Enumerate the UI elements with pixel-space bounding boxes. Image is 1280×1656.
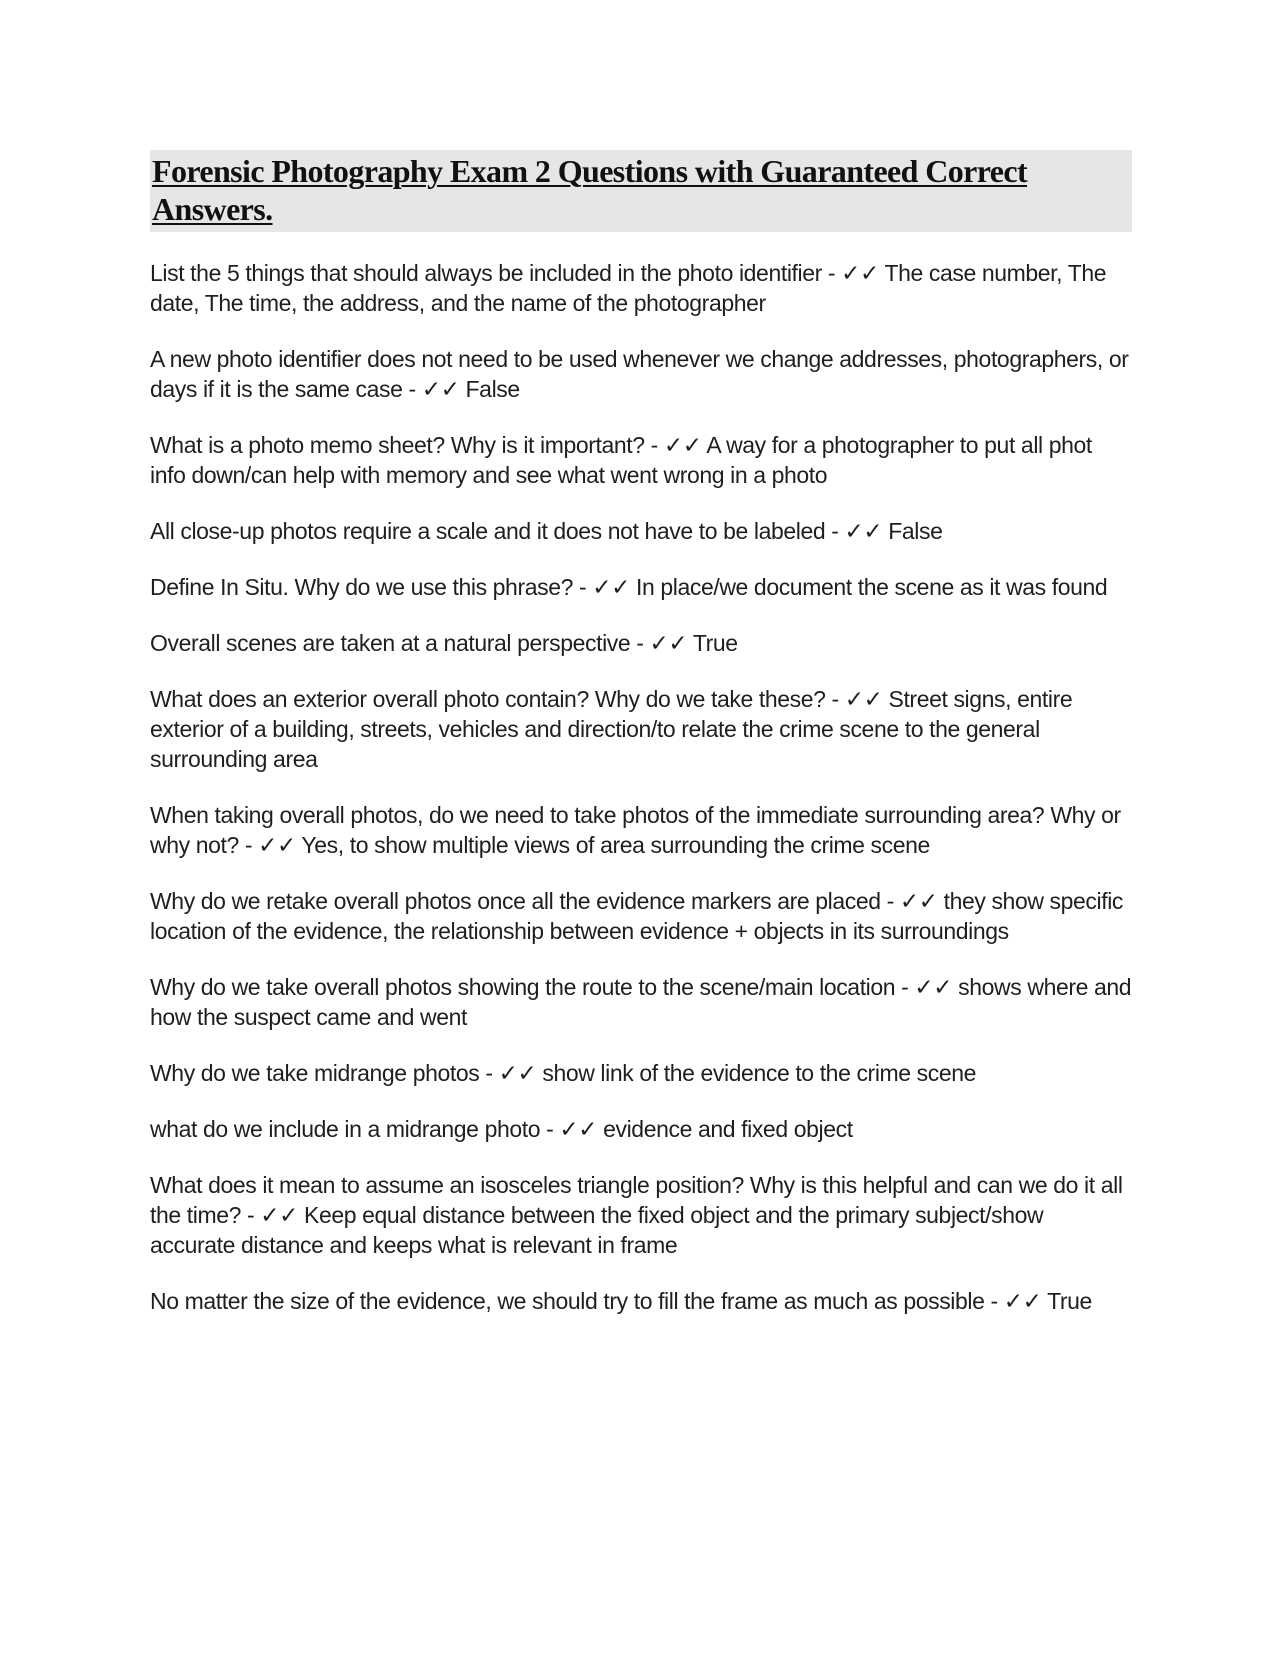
question-text: List the 5 things that should always be included in the photo identifier — [150, 260, 822, 286]
answer-text: False — [888, 518, 943, 544]
qa-item — [150, 430, 1132, 490]
answer-separator: - ✓✓ — [895, 974, 959, 1000]
answer-text: Yes, to show multiple views of area surrounding the crime scene — [301, 832, 930, 858]
qa-item — [150, 800, 1132, 860]
answer-text: evidence and fixed object — [603, 1116, 853, 1142]
answer-text: A way for a photographer to put all phot info down/can help with memory and see what went wrong in a photo — [150, 432, 1092, 488]
answer-separator: - ✓✓ — [630, 630, 693, 656]
answer-text: Street signs, entire exterior of a building, streets, vehicles and direction/to relate the crime scene to the general surrounding area — [150, 686, 1073, 772]
answer-separator: - ✓✓ — [644, 432, 707, 458]
answer-text: Keep equal distance between the fixed object and the primary subject/show accurate distance and keeps what is relevant in frame — [150, 1202, 1044, 1258]
answer-separator: - ✓✓ — [540, 1116, 604, 1142]
qa-item — [150, 572, 1132, 602]
answer-separator: - ✓✓ — [825, 518, 889, 544]
qa-item — [150, 1170, 1132, 1260]
qa-item — [150, 628, 1132, 658]
title-banner — [150, 150, 1132, 232]
question-text: All close-up photos require a scale and it does not have to be labeled — [150, 518, 826, 544]
answer-text: In place/we document the scene as it was found — [635, 574, 1108, 600]
question-text: Why do we take midrange photos — [150, 1060, 480, 1086]
question-text: Why do we take overall photos showing the route to the scene/main location — [150, 974, 896, 1000]
answer-separator: - ✓✓ — [238, 832, 302, 858]
answer-text: True — [692, 630, 738, 656]
qa-item — [150, 972, 1132, 1032]
answer-separator: - ✓✓ — [402, 376, 466, 402]
answer-separator: - ✓✓ — [880, 888, 944, 914]
answer-text: The case number, The date, The time, the address, and the name of the photographer — [150, 260, 1107, 316]
answer-separator: - ✓✓ — [825, 686, 889, 712]
qa-item — [150, 516, 1132, 546]
question-text: What does an exterior overall photo contain? Why do we take these? — [150, 686, 826, 712]
qa-item — [150, 258, 1132, 318]
qa-item — [150, 886, 1132, 946]
question-text: When taking overall photos, do we need to take photos of the immediate surrounding area? Why or why not? — [150, 802, 1121, 858]
answer-separator: - ✓✓ — [241, 1202, 304, 1228]
qa-item — [150, 1058, 1132, 1088]
answer-text: shows where and how the suspect came and went — [150, 974, 1132, 1030]
answer-text: True — [1047, 1288, 1092, 1314]
qa-item — [150, 1286, 1132, 1316]
question-text: What is a photo memo sheet? Why is it important? — [150, 432, 645, 458]
qa-list — [150, 258, 1132, 1316]
qa-item — [150, 684, 1132, 774]
answer-separator: - ✓✓ — [479, 1060, 543, 1086]
document-page — [150, 150, 1132, 1342]
question-text: A new photo identifier does not need to be used whenever we change addresses, photographers, or days if it is the same case — [150, 346, 1129, 402]
answer-text: False — [465, 376, 520, 402]
question-text: Overall scenes are taken at a natural perspective — [150, 630, 631, 656]
answer-text: show link of the evidence to the crime scene — [542, 1060, 977, 1086]
answer-separator: - ✓✓ — [573, 574, 636, 600]
document-title: Forensic Photography Exam 2 Questions with Guaranteed Correct Answers. — [152, 153, 1028, 227]
question-text: No matter the size of the evidence, we should try to fill the frame as much as possible — [150, 1288, 985, 1314]
question-text: What does it mean to assume an isosceles triangle position? Why is this helpful and can we do it all the time? — [150, 1172, 1123, 1228]
question-text: Define In Situ. Why do we use this phrase? — [150, 574, 573, 600]
answer-separator: - ✓✓ — [984, 1288, 1048, 1314]
answer-separator: - ✓✓ — [821, 260, 885, 286]
qa-item — [150, 344, 1132, 404]
question-text: what do we include in a midrange photo — [150, 1116, 541, 1142]
answer-text: they show specific location of the evidence, the relationship between evidence + objects in its surroundings — [150, 888, 1124, 944]
question-text: Why do we retake overall photos once all the evidence markers are placed — [150, 888, 881, 914]
qa-item — [150, 1114, 1132, 1144]
